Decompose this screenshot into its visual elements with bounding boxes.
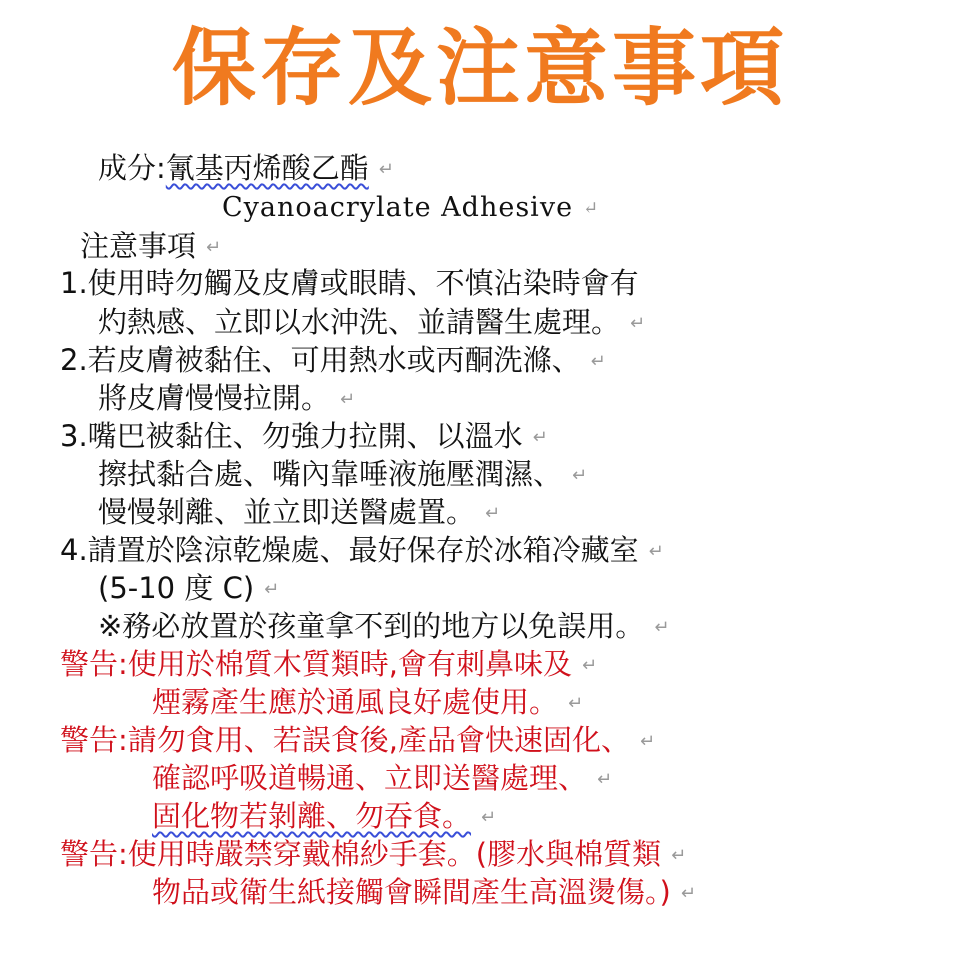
- paragraph-mark-icon: ↵: [572, 465, 588, 486]
- composition-english-name: Cyanoacrylate Adhesive: [222, 192, 574, 223]
- note-3-line-1: 3.嘴巴被黏住、勿強力拉開、以溫水 ↵: [60, 419, 548, 453]
- paragraph-mark-icon: ↵: [206, 237, 222, 258]
- note-1-line-2: 灼熱感、立即以水沖洗、並請醫生處理。 ↵: [98, 305, 646, 339]
- page-title: 保存及注意事項: [171, 19, 788, 117]
- notes-heading: 注意事項 ↵: [80, 229, 222, 263]
- note-2-line-1: 2.若皮膚被黏住、可用熱水或丙酮洗滌、 ↵: [60, 343, 606, 377]
- paragraph-mark-icon: ↵: [340, 389, 356, 410]
- paragraph-mark-icon: ↵: [378, 159, 394, 180]
- warning-2-line-2: 確認呼吸道暢通、立即送醫處理、 ↵: [152, 761, 613, 795]
- paragraph-mark-icon: ↵: [532, 427, 548, 448]
- reminder-line: ※務必放置於孩童拿不到的地方以免誤用。 ↵: [98, 609, 670, 643]
- paragraph-mark-icon: ↵: [654, 617, 670, 638]
- paragraph-mark-icon: ↵: [568, 693, 584, 714]
- composition-line: [98, 150, 394, 188]
- paragraph-mark-icon: ↵: [680, 883, 696, 904]
- note-4-line-1: 4.請置於陰涼乾燥處、最好保存於冰箱冷藏室 ↵: [60, 533, 664, 567]
- paragraph-mark-icon: ↵: [648, 541, 664, 562]
- paragraph-mark-icon: ↵: [671, 845, 687, 866]
- warning-label: 警告:: [60, 837, 128, 871]
- warning-2-line-3: 固化物若剝離、勿吞食。 ↵: [152, 799, 497, 833]
- note-3-line-2: 擦拭黏合處、嘴內靠唾液施壓潤濕、 ↵: [98, 457, 588, 491]
- warning-3-line-1: 警告:使用時嚴禁穿戴棉紗手套。(膠水與棉質類 ↵: [60, 837, 687, 871]
- warning-label: 警告:: [60, 647, 128, 681]
- warning-label: 警告:: [60, 723, 128, 757]
- warning-2-line-1: 警告:請勿食用、若誤食後,產品會快速固化、 ↵: [60, 723, 656, 757]
- warning-1-line-2: 煙霧產生應於通風良好處使用。 ↵: [152, 685, 584, 719]
- paragraph-mark-icon: ↵: [590, 351, 606, 372]
- note-2-line-2: 將皮膚慢慢拉開。 ↵: [98, 381, 356, 415]
- composition-chinese-name: 氰基丙烯酸乙酯: [165, 151, 369, 185]
- warning-3-line-2: 物品或衛生紙接觸會瞬間產生高溫燙傷。) ↵: [152, 875, 696, 909]
- note-4-line-2: (5-10 度 C) ↵: [98, 571, 280, 605]
- paragraph-mark-icon: ↵: [597, 769, 613, 790]
- paragraph-mark-icon: ↵: [583, 197, 600, 219]
- note-1-line-1: 1.使用時勿觸及皮膚或眼睛、不慎沾染時會有: [60, 266, 639, 300]
- paragraph-mark-icon: ↵: [582, 655, 598, 676]
- composition-english-line: [222, 190, 599, 227]
- paragraph-mark-icon: ↵: [485, 503, 501, 524]
- note-3-line-3: 慢慢剝離、並立即送醫處置。 ↵: [98, 495, 501, 529]
- warning-1-line-1: 警告:使用於棉質木質類時,會有刺鼻味及 ↵: [60, 647, 598, 681]
- composition-label: 成分:: [98, 151, 166, 185]
- paragraph-mark-icon: ↵: [630, 313, 646, 334]
- paragraph-mark-icon: ↵: [481, 807, 497, 828]
- paragraph-mark-icon: ↵: [640, 731, 656, 752]
- paragraph-mark-icon: ↵: [264, 579, 280, 600]
